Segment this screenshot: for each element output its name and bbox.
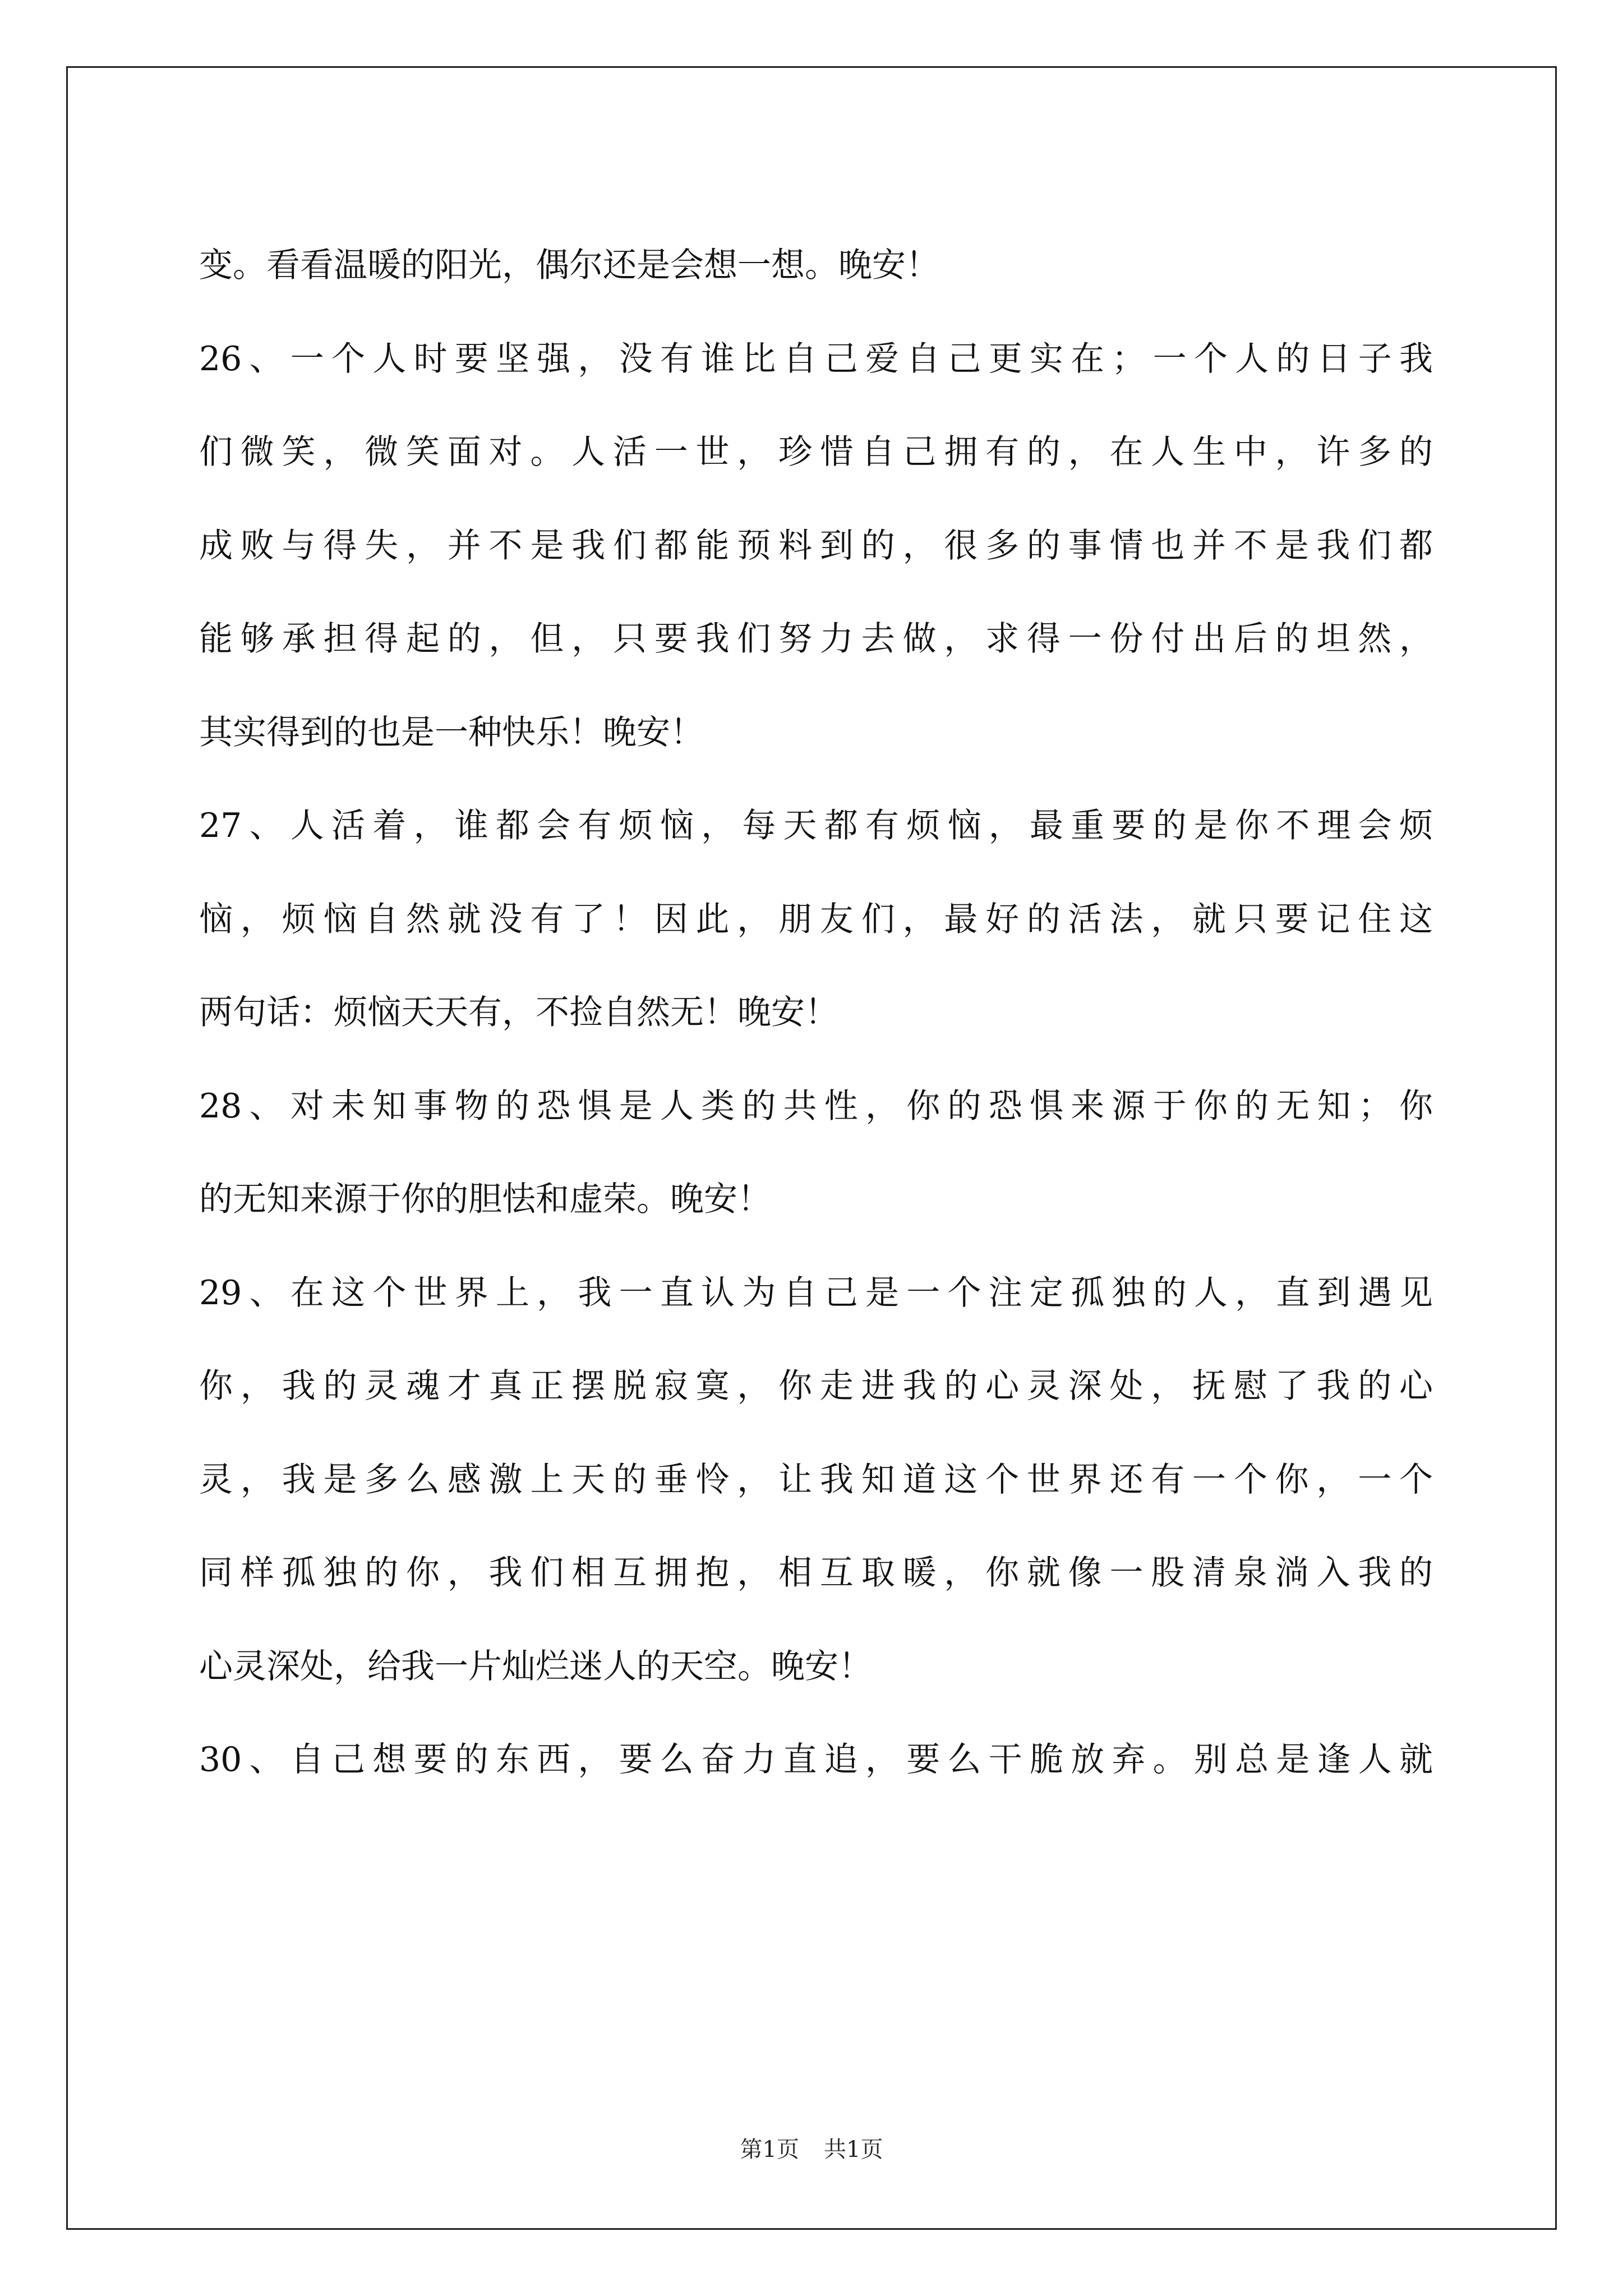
text-line: 变。看看温暖的阳光，偶尔还是会想一想。晚安！ — [199, 246, 939, 285]
text-line: 29、在这个世界上，我一直认为自己是一个注定孤独的人，直到遇见 — [199, 1273, 1433, 1313]
text-line: 28、对未知事物的恐惧是人类的共性，你的恐惧来源于你的无知；你 — [199, 1086, 1433, 1126]
text-line: 们微笑，微笑面对。人活一世，珍惜自己拥有的，在人生中，许多的 — [199, 432, 1433, 472]
text-line: 灵，我是多么感激上天的垂怜，让我知道这个世界还有一个你，一个 — [199, 1460, 1433, 1499]
text-line: 两句话：烦恼天天有，不捡自然无！晚安！ — [199, 993, 838, 1032]
text-line: 同样孤独的你，我们相互拥抱，相互取暖，你就像一股清泉淌入我的 — [199, 1553, 1433, 1593]
page-number: 第1页 — [740, 2137, 799, 2162]
text-line: 其实得到的也是一种快乐！晚安！ — [199, 712, 704, 752]
text-line: 27、人活着，谁都会有烦恼，每天都有烦恼，最重要的是你不理会烦 — [199, 806, 1433, 845]
page-footer — [0, 2136, 1623, 2163]
page-total: 共1页 — [824, 2137, 883, 2162]
text-line: 你，我的灵魂才真正摆脱寂寞，你走进我的心灵深处，抚慰了我的心 — [199, 1366, 1433, 1406]
text-line: 30、自己想要的东西，要么奋力直追，要么干脆放弃。别总是逢人就 — [199, 1740, 1433, 1779]
text-line: 的无知来源于你的胆怯和虚荣。晚安！ — [199, 1180, 771, 1219]
text-line: 心灵深处，给我一片灿烂迷人的天空。晚安！ — [199, 1646, 872, 1686]
text-line: 成败与得失，并不是我们都能预料到的，很多的事情也并不是我们都 — [199, 526, 1433, 565]
text-line: 恼，烦恼自然就没有了！因此，朋友们，最好的活法，就只要记住这 — [199, 899, 1433, 939]
text-line: 26、一个人时要坚强，没有谁比自己爱自己更实在；一个人的日子我 — [199, 339, 1433, 379]
document-body — [199, 219, 1433, 1807]
text-line: 能够承担得起的，但，只要我们努力去做，求得一份付出后的坦然， — [199, 619, 1433, 659]
